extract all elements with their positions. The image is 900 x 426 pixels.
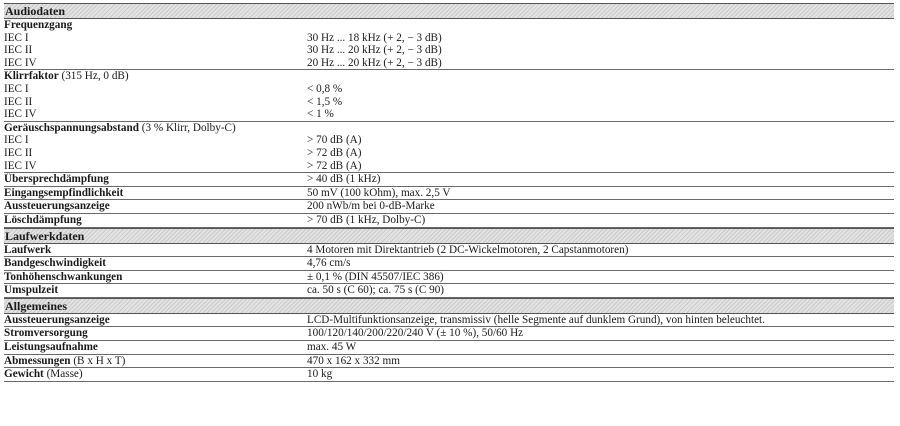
- spec-value: > 70 dB (A): [307, 134, 362, 147]
- spec-value: max. 45 W: [307, 341, 357, 354]
- spec-label: IEC IV: [4, 108, 37, 121]
- spec-label-weight-note: (Masse): [43, 368, 83, 381]
- spec-label: Eingangsempfindlichkeit: [4, 186, 124, 199]
- spec-value: 20 Hz ... 20 kHz (+ 2, − 3 dB): [307, 56, 442, 69]
- spec-group-display: [4, 314, 894, 328]
- spec-group-frequency-response: [4, 19, 894, 70]
- group-title-row: [4, 70, 894, 83]
- spec-value: < 1,5 %: [307, 95, 343, 108]
- spec-row: [4, 327, 894, 340]
- spec-group-rewind-time: [4, 284, 894, 298]
- group-title-snr-note: (3 % Klirr, Dolby-C): [138, 121, 236, 134]
- spec-value: 200 nWb/m bei 0-dB-Marke: [307, 200, 435, 213]
- spec-value: 4,76 cm/s: [307, 257, 351, 270]
- spec-label: IEC I: [4, 31, 29, 44]
- group-title-row: [4, 122, 894, 135]
- group-title-row: [4, 19, 894, 32]
- spec-value: < 0,8 %: [307, 82, 343, 95]
- spec-value: 470 x 162 x 332 mm: [307, 354, 400, 367]
- spec-group-signal-to-noise: [4, 122, 894, 173]
- spec-group-power-consumption: [4, 341, 894, 355]
- spec-group-dimensions: [4, 355, 894, 369]
- spec-label-dimensions-text: Abmessungen: [4, 354, 71, 367]
- spec-label: IEC I: [4, 134, 29, 147]
- section-header-audio: Audiodaten: [4, 3, 894, 19]
- spec-value: ca. 50 s (C 60); ca. 75 s (C 90): [307, 284, 445, 297]
- spec-row: [4, 108, 894, 121]
- spec-row: [4, 44, 894, 57]
- spec-group-input-sensitivity: [4, 187, 894, 201]
- spec-row: [4, 147, 894, 160]
- spec-row: [4, 341, 894, 354]
- spec-group-drive: [4, 244, 894, 258]
- spec-group-crosstalk: [4, 173, 894, 187]
- spec-row: [4, 57, 894, 70]
- spec-label: Umspulzeit: [4, 284, 59, 297]
- spec-row: [4, 160, 894, 173]
- spec-label: IEC II: [4, 44, 33, 57]
- spec-label: IEC IV: [4, 56, 37, 69]
- spec-group-weight: [4, 368, 894, 382]
- spec-value: > 72 dB (A): [307, 159, 362, 172]
- spec-row: [4, 355, 894, 368]
- spec-label: Bandgeschwindigkeit: [4, 257, 106, 270]
- section-header-general: Allgemeines: [4, 298, 894, 314]
- group-title-distortion-note: (315 Hz, 0 dB): [58, 70, 129, 83]
- spec-label: Stromversorgung: [4, 327, 88, 340]
- spec-label: IEC IV: [4, 159, 37, 172]
- spec-row: [4, 83, 894, 96]
- spec-label-weight-text: Gewicht: [4, 368, 44, 381]
- spec-label: Laufwerk: [4, 243, 52, 256]
- spec-value: < 1 %: [307, 108, 334, 121]
- spec-value: 10 kg: [307, 368, 333, 381]
- spec-group-wow-flutter: [4, 271, 894, 285]
- group-title-signal-to-noise: [4, 122, 894, 135]
- spec-label: Löschdämpfung: [4, 213, 82, 226]
- spec-row: [4, 214, 894, 227]
- spec-label: IEC II: [4, 146, 33, 159]
- spec-label: IEC II: [4, 95, 33, 108]
- spec-value: > 72 dB (A): [307, 146, 362, 159]
- group-title-frequency-response: Frequenzgang: [4, 19, 73, 31]
- spec-label: Tonhöhenschwankungen: [4, 270, 123, 283]
- spec-row: [4, 244, 894, 257]
- group-title-distortion: [4, 70, 894, 83]
- spec-label: Übersprechdämpfung: [4, 173, 109, 186]
- spec-label-dimensions-note: (B x H x T): [70, 354, 126, 367]
- spec-group-power-supply: [4, 327, 894, 341]
- spec-group-distortion: [4, 70, 894, 121]
- spec-label-dimensions: [4, 355, 307, 368]
- spec-value: > 40 dB (1 kHz): [307, 173, 381, 186]
- spec-row: [4, 187, 894, 200]
- spec-label: Aussteuerungsanzeige: [4, 313, 110, 326]
- spec-value: 30 Hz ... 20 kHz (+ 2, − 3 dB): [307, 44, 442, 57]
- group-title-distortion-text: Klirrfaktor: [4, 70, 59, 83]
- spec-value: 30 Hz ... 18 kHz (+ 2, − 3 dB): [307, 31, 442, 44]
- spec-row: [4, 257, 894, 270]
- spec-row: [4, 314, 894, 327]
- spec-row: [4, 173, 894, 186]
- spec-group-tape-speed: [4, 257, 894, 271]
- spec-value: 4 Motoren mit Direktantrieb (2 DC-Wickelmotoren, 2 Capstanmotoren): [307, 243, 629, 256]
- spec-value: ± 0,1 % (DIN 45507/IEC 386): [307, 270, 444, 283]
- spec-label: Leistungsaufnahme: [4, 341, 98, 354]
- spec-value: 100/120/140/200/220/240 V (± 10 %), 50/60 Hz: [307, 327, 524, 340]
- spec-row: [4, 200, 894, 213]
- spec-value: > 70 dB (1 kHz, Dolby-C): [307, 213, 426, 226]
- spec-row: [4, 284, 894, 297]
- spec-row: [4, 368, 894, 381]
- spec-group-erase-attenuation: [4, 214, 894, 228]
- spec-row: [4, 32, 894, 45]
- section-header-transport: Laufwerkdaten: [4, 228, 894, 244]
- spec-label: IEC I: [4, 82, 29, 95]
- spec-group-level-meter: [4, 200, 894, 214]
- spec-label-weight: [4, 368, 307, 381]
- spec-value: 50 mV (100 kOhm), max. 2,5 V: [307, 186, 451, 199]
- group-title-snr-text: Geräuschspannungsabstand: [4, 121, 139, 134]
- spec-row: [4, 96, 894, 109]
- spec-label: Aussteuerungsanzeige: [4, 200, 110, 213]
- spec-row: [4, 134, 894, 147]
- spec-row: [4, 271, 894, 284]
- spec-value: LCD-Multifunktionsanzeige, transmissiv (helle Segmente auf dunklem Grund), von hinten beleuchtet.: [307, 313, 765, 326]
